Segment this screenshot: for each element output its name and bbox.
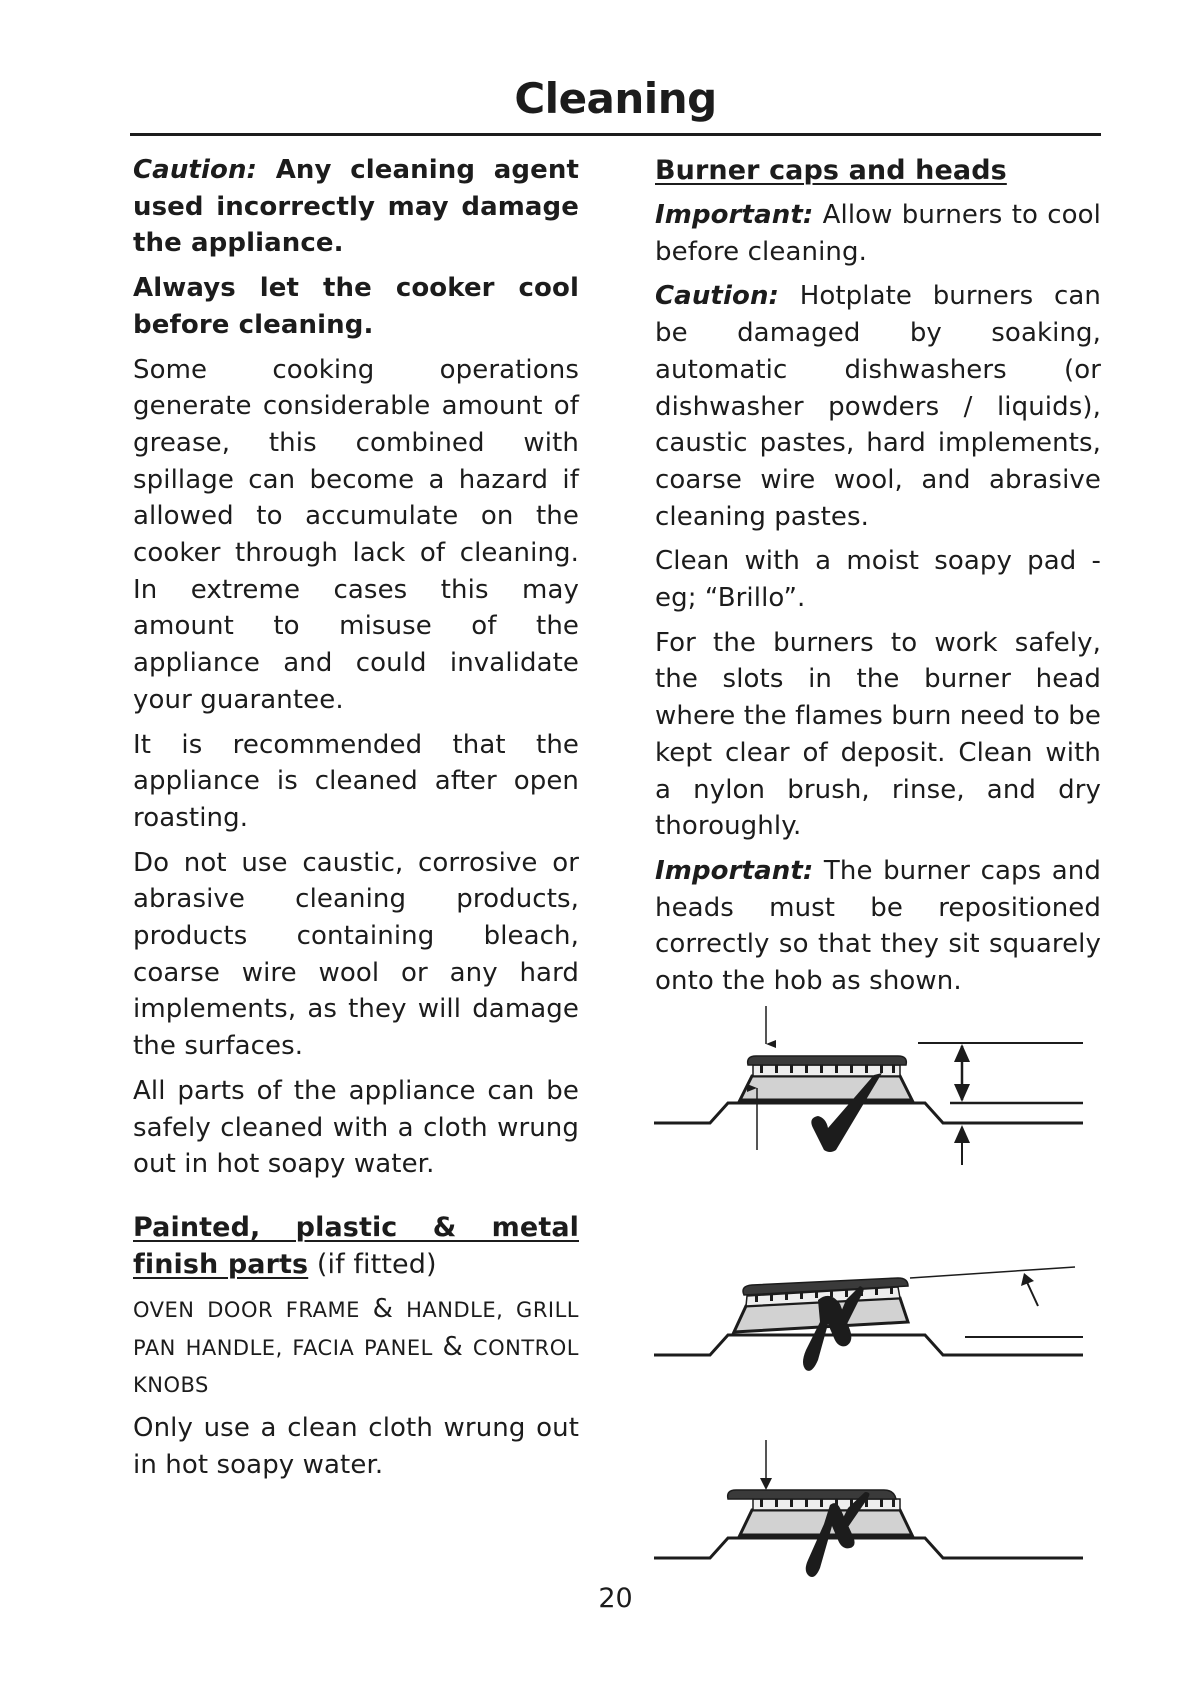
painted-heading-text: Painted, plastic & metal finish parts bbox=[133, 1211, 579, 1280]
ampersand: & bbox=[442, 1331, 464, 1362]
title-rule bbox=[130, 133, 1101, 136]
painted-heading-suffix: (if fitted) bbox=[308, 1248, 437, 1280]
parts-list bbox=[133, 1291, 579, 1404]
burner-head bbox=[740, 1076, 912, 1100]
painted-instruction: Only use a clean cloth wrung out in hot soapy water. bbox=[133, 1412, 579, 1480]
caution-paragraph bbox=[133, 152, 579, 262]
ampersand: & bbox=[372, 1293, 394, 1324]
roasting-paragraph: It is recommended that the appliance is cleaned after open roasting. bbox=[133, 729, 579, 833]
important-label: Important: bbox=[655, 855, 814, 886]
arrowhead bbox=[954, 1125, 970, 1143]
page-number: 20 bbox=[598, 1583, 633, 1614]
cloth-paragraph: All parts of the appliance can be safely cleaned with a cloth wrung out in hot soapy water. bbox=[133, 1075, 579, 1180]
parts-text: HANDLE, GRILL PAN HANDLE, FACIA PANEL bbox=[133, 1297, 579, 1360]
important-label: Important: bbox=[655, 200, 814, 230]
reposition-paragraph bbox=[655, 853, 1101, 1000]
spacer bbox=[133, 1191, 579, 1209]
tilt-reference-line bbox=[910, 1267, 1075, 1278]
soapy-pad-paragraph: Clean with a moist soapy pad - eg; “Brillo”. bbox=[655, 546, 1101, 614]
caution-text: Any cleaning agent used incorrectly may damage the appliance. bbox=[133, 155, 579, 259]
arrow-icon bbox=[1026, 1280, 1038, 1306]
products-paragraph: Do not use caustic, corrosive or abrasive cleaning products, products containing bleach, coarse wire wool or any hard implements, as they will damage the surfaces. bbox=[133, 847, 579, 1062]
arrowhead bbox=[760, 1478, 772, 1490]
burner-caution-paragraph bbox=[655, 278, 1101, 535]
important-cool-paragraph bbox=[655, 197, 1101, 270]
caution-label: Caution: bbox=[655, 281, 780, 312]
burner-cap bbox=[728, 1490, 896, 1499]
hob-surface bbox=[654, 1103, 1083, 1123]
parts-text: OVEN DOOR FRAME bbox=[133, 1297, 373, 1322]
hob-surface bbox=[654, 1538, 1083, 1558]
important-text: The burner caps and heads must be repositioned correctly so that they sit squarely onto the hob as shown. bbox=[655, 855, 1101, 997]
grease-paragraph: Some cooking operations generate considerable amount of grease, this combined with spillage can become a hazard if allowed to accumulate on the cooker through lack of cleaning. In extreme cases this may amount to misuse of the appliance and could invalidate your guarantee. bbox=[133, 354, 579, 715]
page-title: Cleaning bbox=[514, 74, 717, 123]
always-cool-warning: Always let the cooker cool before cleaning. bbox=[133, 273, 579, 340]
burner-tilted-diagram bbox=[650, 1240, 1100, 1390]
caution-text: Hotplate burners can be damaged by soaking, automatic dishwashers (or dishwasher powders / liquids), caustic pastes, hard implements, coarse wire wool, and abrasive cleaning pastes. bbox=[655, 281, 1101, 532]
burner-offset-diagram bbox=[650, 1430, 1100, 1600]
burner-correct-diagram bbox=[650, 1000, 1100, 1180]
burner-cap bbox=[748, 1056, 907, 1065]
left-column bbox=[133, 152, 579, 1491]
painted-section-heading bbox=[133, 1209, 579, 1283]
burner-heading-text: Burner caps and heads bbox=[655, 155, 1007, 186]
burner-section-heading bbox=[655, 152, 1101, 189]
parts-text: CONTROL KNOBS bbox=[133, 1335, 579, 1397]
important-text: Allow burners to cool before cleaning. bbox=[655, 200, 1101, 267]
caution-label: Caution: bbox=[133, 155, 258, 185]
slots-paragraph: For the burners to work safely, the slots in the burner head where the flames burn need to be kept clear of deposit. Clean with a nylon brush, rinse, and dry thoroughly. bbox=[655, 627, 1101, 842]
right-column bbox=[655, 152, 1101, 1008]
